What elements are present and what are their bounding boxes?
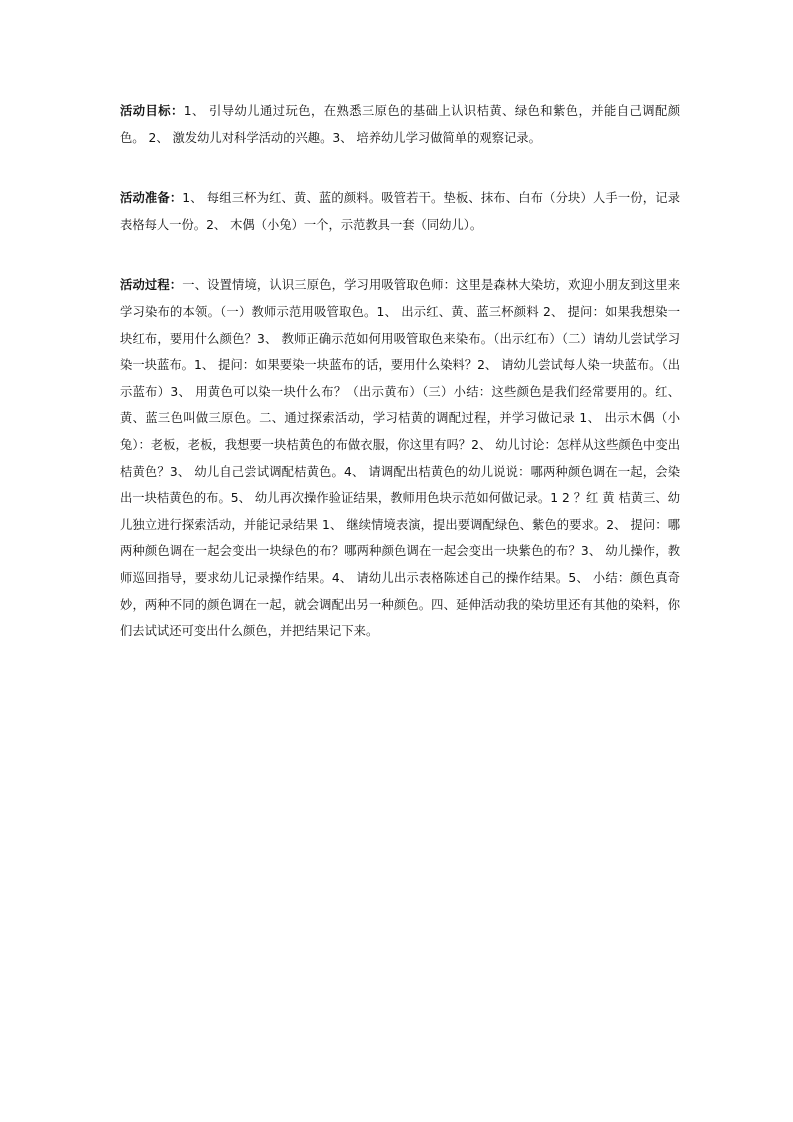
section-activity-goals [120, 98, 680, 151]
section-text-preparation: 1、 每组三杯为红、黄、蓝的颜料。吸管若干。垫板、抹布、白布（分块）人手一份，记录表格每人一份。2、 木偶（小兔）一个，示范教具一套（同幼儿）。 [120, 191, 680, 232]
section-text-goals: 1、 引导幼儿通过玩色，在熟悉三原色的基础上认识桔黄、绿色和紫色，并能自己调配颜色。 2、 激发幼儿对科学活动的兴趣。3、 培养幼儿学习做简单的观察记录。 [120, 104, 680, 145]
section-label-process: 活动过程： [120, 278, 183, 293]
document-page [120, 98, 680, 645]
section-label-preparation: 活动准备： [120, 191, 183, 206]
section-activity-process [120, 272, 680, 644]
section-activity-preparation [120, 185, 680, 238]
section-text-process: 一、设置情境，认识三原色，学习用吸管取色师：这里是森林大染坊，欢迎小朋友到这里来学习染布的本领。（一）教师示范用吸管取色。1、 出示红、黄、蓝三杯颜料 2、 提问：如果我想染一块红布，要用什么颜色？3、 教师正确示范如何用吸管取色来染布。（出示红布）（二）请幼儿尝试学习染一块蓝布。1、 提问：如果要染一块蓝布的话，要用什么染料？2、 请幼儿尝试每人染一块蓝布。（出示蓝布）3、 用黄色可以染一块什么布？（出示黄布）（三）小结：这些颜色是我们经常要用的。红、黄、蓝三色叫做三原色。二、通过探索活动，学习桔黄的调配过程，并学习做记录 1、 出示木偶（小兔）：老板，老板，我想要一块桔黄色的布做衣服，你这里有吗？2、 幼儿讨论：怎样从这些颜色中变出桔黄色？3、 幼儿自己尝试调配桔黄色。4、 请调配出桔黄色的幼儿说说：哪两种颜色调在一起，会染出一块桔黄色的布。5、 幼儿再次操作验证结果，教师用色块示范如何做记录。1 2 ？红 黄 桔黄三、幼儿独立进行探索活动，并能记录结果 1、 继续情境表演，提出要调配绿色、紫色的要求。2、 提问：哪两种颜色调在一起会变出一块绿色的布？哪两种颜色调在一起会变出一块紫色的布？3、 幼儿操作，教师巡回指导，要求幼儿记录操作结果。4、 请幼儿出示表格陈述自己的操作结果。5、 小结：颜色真奇妙，两种不同的颜色调在一起，就会调配出另一种颜色。四、延伸活动我的染坊里还有其他的染料，你们去试试还可变出什么颜色，并把结果记下来。 [120, 278, 680, 639]
section-label-goals: 活动目标： [120, 104, 184, 118]
